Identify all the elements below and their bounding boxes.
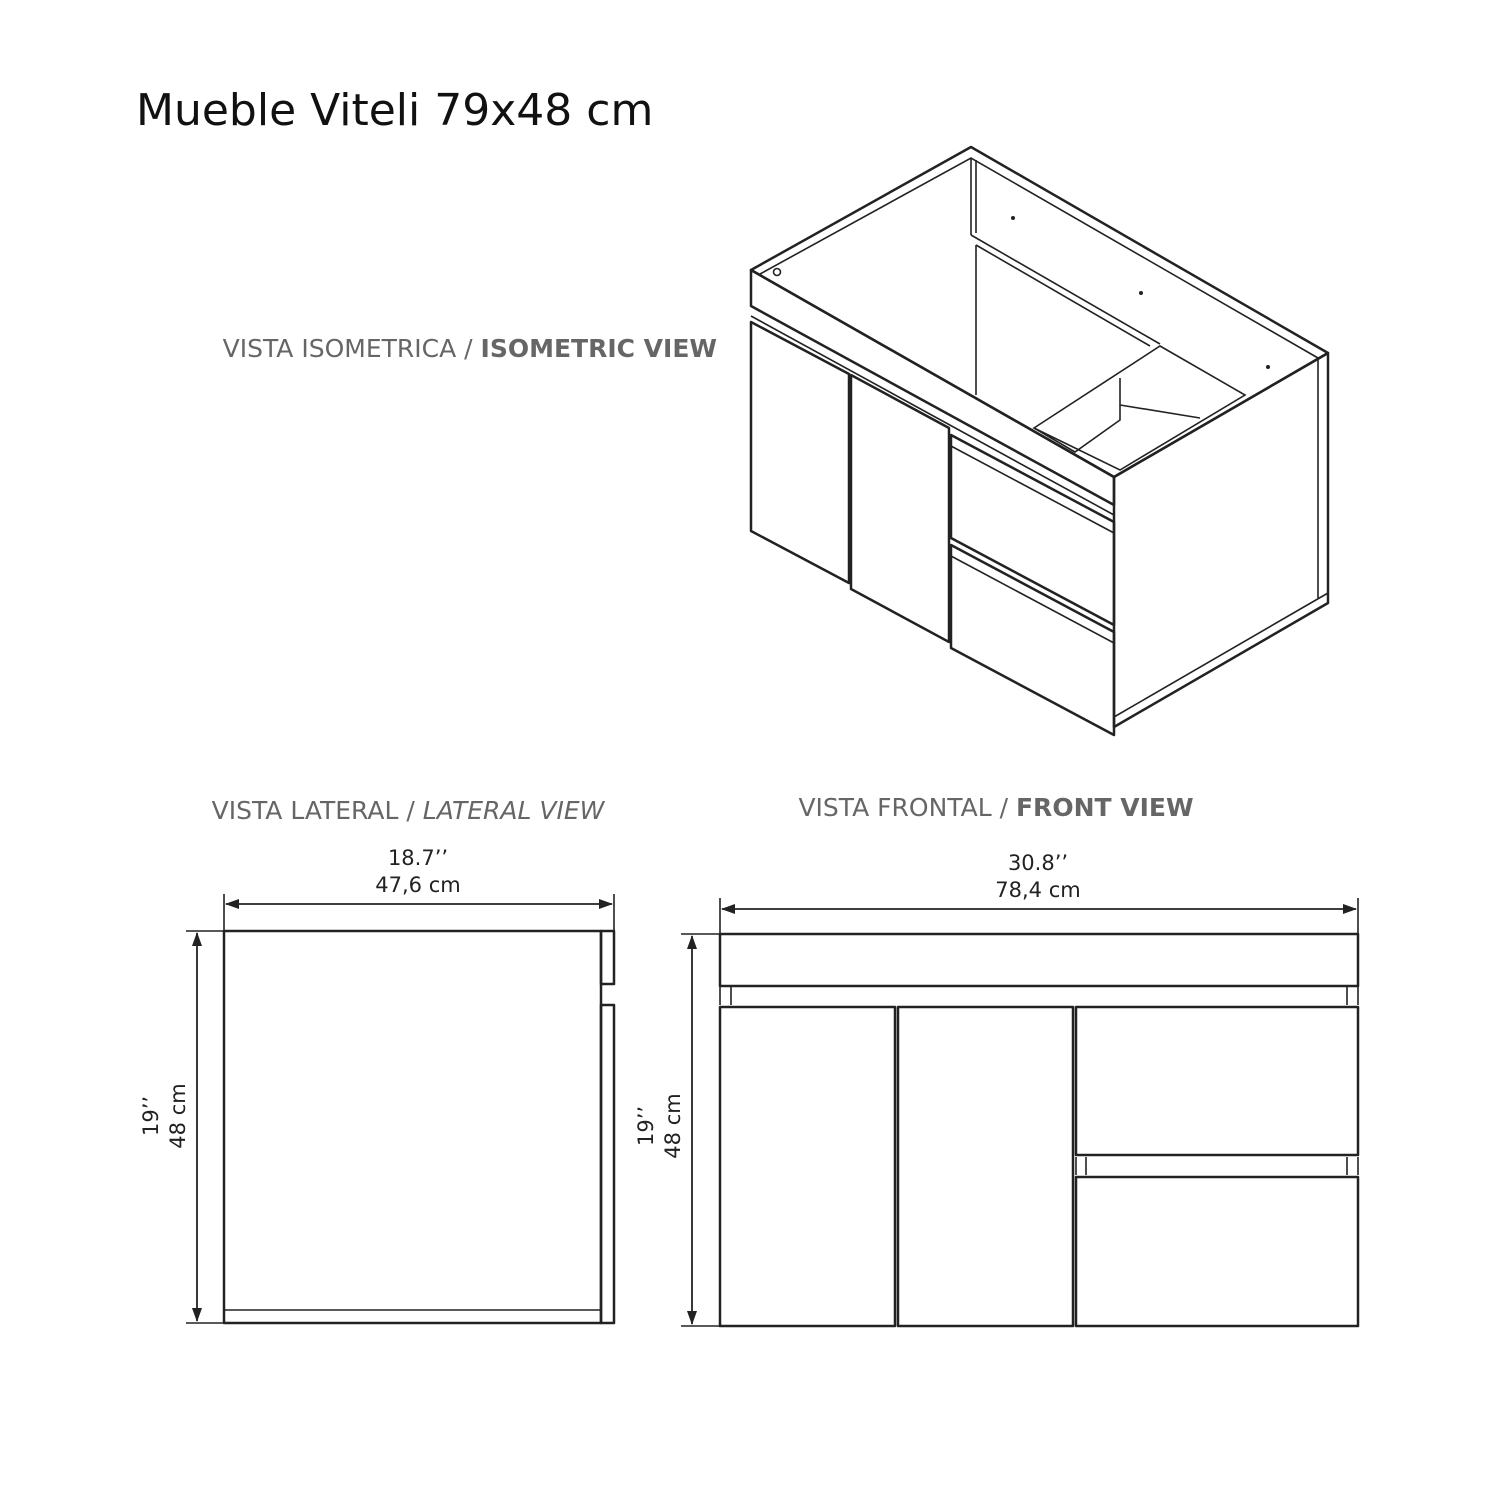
lateral-caption-en: LATERAL VIEW — [422, 796, 605, 825]
front-height-cm: 48 cm — [661, 1093, 685, 1159]
iso-top-rim-inner — [760, 158, 1318, 358]
iso-hole — [1139, 291, 1143, 295]
front-width-inches: 30.8’’ — [1007, 851, 1069, 875]
iso-drawer-bottom-handle — [951, 556, 1114, 643]
iso-back-rail-bottom — [976, 245, 1150, 346]
front-door-middle — [898, 1007, 1073, 1326]
lateral-caption-es: VISTA LATERAL / — [211, 796, 415, 825]
front-width-cm: 78,4 cm — [995, 878, 1081, 902]
lateral-height-cm: 48 cm — [166, 1083, 190, 1149]
lateral-top-band — [601, 931, 614, 984]
isometric-caption-en: ISOMETRIC VIEW — [480, 334, 717, 363]
front-view — [634, 851, 1358, 1326]
front-height-inches: 19’’ — [634, 1105, 658, 1147]
iso-side-bottom-edge — [1114, 593, 1328, 717]
lateral-caption — [212, 796, 606, 825]
lateral-view — [139, 846, 614, 1323]
lateral-width-cm: 47,6 cm — [375, 873, 461, 897]
iso-front-top-band — [751, 270, 1114, 505]
front-door-left — [720, 1007, 895, 1326]
iso-screw-hole — [774, 269, 781, 276]
iso-top-outline — [751, 147, 1328, 477]
lateral-side-panel — [224, 931, 601, 1323]
iso-shelf-divider — [1120, 378, 1200, 418]
iso-drawer-bottom — [951, 545, 1114, 735]
iso-door-middle — [851, 375, 949, 642]
front-caption — [798, 793, 1193, 822]
lateral-width-inches: 18.7’’ — [387, 846, 449, 870]
lateral-height-labels — [139, 1083, 190, 1148]
isometric-view — [751, 147, 1328, 735]
iso-hole — [1011, 216, 1015, 220]
page-title: Mueble Viteli 79x48 cm — [136, 85, 654, 136]
iso-hole — [1266, 365, 1270, 369]
lateral-door-edge — [601, 1005, 614, 1323]
iso-band-shadow — [751, 316, 1114, 515]
isometric-caption-es: VISTA ISOMETRICA / — [222, 334, 473, 363]
front-height-labels — [634, 1093, 685, 1158]
front-caption-es: VISTA FRONTAL / — [798, 793, 1009, 822]
front-drawer-top — [1076, 1007, 1358, 1155]
front-top-band — [720, 934, 1358, 986]
front-drawer-bottom — [1076, 1177, 1358, 1326]
iso-shelf-inner — [1034, 405, 1120, 452]
isometric-caption — [223, 334, 717, 363]
front-caption-en: FRONT VIEW — [1015, 793, 1194, 822]
lateral-height-inches: 19’’ — [139, 1095, 163, 1137]
